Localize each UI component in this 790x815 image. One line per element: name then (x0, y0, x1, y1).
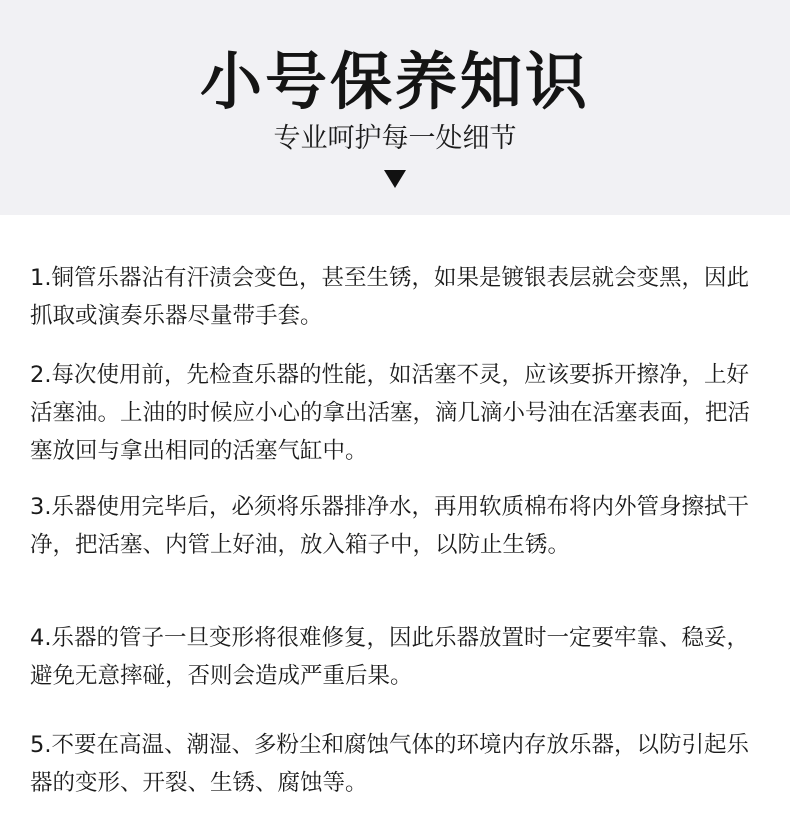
tip-paragraph-2: 2.每次使用前，先检查乐器的性能，如活塞不灵，应该要拆开擦净，上好活塞油。上油的时候应小心的拿出活塞，滴几滴小号油在活塞表面，把活塞放回与拿出相同的活塞气缸中。 (30, 362, 751, 464)
tip-paragraph-4: 4.乐器的管子一旦变形将很难修复，因此乐器放置时一定要牢靠、稳妥，避免无意摔碰，否则会造成严重后果。 (30, 625, 749, 689)
page-title: 小号保养知识 (199, 45, 590, 118)
tip-paragraph-5: 5.不要在高温、潮湿、多粉尘和腐蚀气体的环境内存放乐器，以防引起乐器的变形、开裂、生锈、腐蚀等。 (30, 732, 749, 796)
page-subtitle: 专业呵护每一处细节 (273, 123, 517, 154)
down-triangle-icon (384, 170, 406, 188)
tip-paragraph-3: 3.乐器使用完毕后，必须将乐器排净水，再用软质棉布将内外管身擦拭干净，把活塞、内管上好油，放入箱子中，以防止生锈。 (30, 494, 749, 558)
tip-paragraph-1: 1.铜管乐器沾有汗渍会变色，甚至生锈，如果是镀银表层就会变黑，因此抓取或演奏乐器尽量带手套。 (30, 265, 749, 329)
header-banner (0, 0, 790, 215)
